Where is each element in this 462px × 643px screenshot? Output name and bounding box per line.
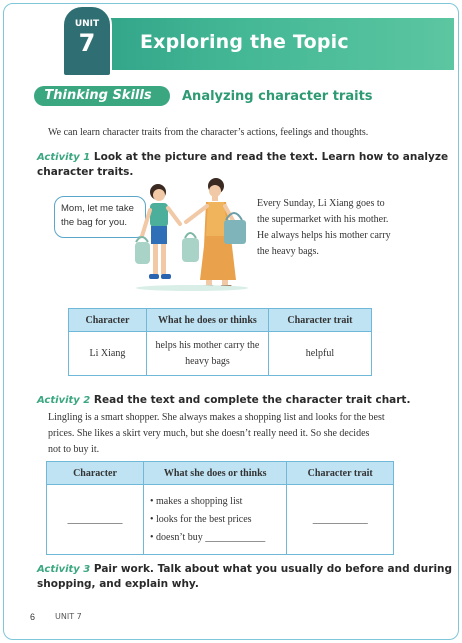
column-header: Character trait bbox=[268, 309, 371, 332]
activity3-heading-line2: shopping, and explain why. bbox=[37, 578, 199, 590]
story-line: not to buy it. bbox=[48, 444, 100, 455]
column-header: What she does or thinks bbox=[144, 462, 287, 485]
activity2-label: Activity 2 bbox=[37, 395, 91, 406]
activity3-heading-line1: Pair work. Talk about what you usually do before and during bbox=[93, 563, 453, 575]
action-line: helps his mother carry the bbox=[155, 339, 260, 351]
action-line: heavy bags bbox=[185, 355, 230, 367]
table-header-row bbox=[47, 462, 394, 485]
speech-bubble-text: Mom, let me take the bag for you. bbox=[61, 203, 134, 228]
story-line: He always helps his mother carry bbox=[257, 230, 391, 241]
column-header: Character trait bbox=[287, 462, 394, 485]
activity2-trait-table bbox=[46, 461, 394, 555]
activity1-story bbox=[257, 196, 407, 260]
action-bullet: • makes a shopping list bbox=[150, 495, 243, 507]
unit-word: UNIT bbox=[74, 19, 100, 29]
activity2-story bbox=[48, 410, 446, 458]
column-header: Character bbox=[69, 309, 147, 332]
table-row bbox=[47, 485, 394, 555]
thinking-skills-label: Thinking Skills bbox=[44, 88, 152, 103]
trait-cell: helpful bbox=[268, 332, 371, 376]
action-cell bbox=[146, 332, 268, 376]
activity2-heading-text: Read the text and complete the character trait chart. bbox=[93, 394, 411, 406]
activity3-label: Activity 3 bbox=[37, 564, 91, 575]
header-banner bbox=[70, 18, 454, 70]
column-header: What he does or thinks bbox=[146, 309, 268, 332]
page-number: 6 bbox=[30, 612, 36, 622]
activity1-label: Activity 1 bbox=[37, 152, 91, 163]
action-cell bbox=[144, 485, 287, 555]
story-line: Every Sunday, Li Xiang goes to bbox=[257, 198, 385, 209]
activity2-heading bbox=[37, 393, 410, 408]
story-line: Lingling is a smart shopper. She always makes a shopping list and looks for the best bbox=[48, 412, 385, 423]
action-bullet-blank[interactable]: • doesn’t buy ____________ bbox=[150, 531, 266, 543]
story-line: the supermarket with his mother. bbox=[257, 214, 389, 225]
table-row bbox=[69, 332, 372, 376]
table-header-row bbox=[69, 309, 372, 332]
mother-son-illustration bbox=[128, 176, 256, 292]
unit-number: 7 bbox=[78, 29, 96, 57]
story-line: the heavy bags. bbox=[257, 246, 319, 257]
character-cell: Li Xiang bbox=[69, 332, 147, 376]
footer-unit: UNIT 7 bbox=[55, 612, 82, 621]
activity1-heading-line2: character traits. bbox=[37, 166, 134, 178]
column-header: Character bbox=[47, 462, 144, 485]
activity1-trait-table bbox=[68, 308, 372, 376]
skill-title: Analyzing character traits bbox=[182, 89, 373, 104]
trait-blank[interactable]: ___________ bbox=[287, 485, 394, 555]
character-blank[interactable]: ___________ bbox=[47, 485, 144, 555]
intro-text: We can learn character traits from the character’s actions, feelings and thoughts. bbox=[48, 127, 369, 138]
unit-badge bbox=[62, 5, 112, 77]
thinking-skills-pill bbox=[34, 86, 170, 106]
activity1-heading-line1: Look at the picture and read the text. Learn how to analyze bbox=[93, 151, 449, 163]
page-title: Exploring the Topic bbox=[140, 31, 349, 53]
activity3-heading bbox=[37, 562, 452, 592]
action-bullet: • looks for the best prices bbox=[150, 513, 252, 525]
story-line: prices. She likes a skirt very much, but she doesn’t really need it. So she decides bbox=[48, 428, 370, 439]
